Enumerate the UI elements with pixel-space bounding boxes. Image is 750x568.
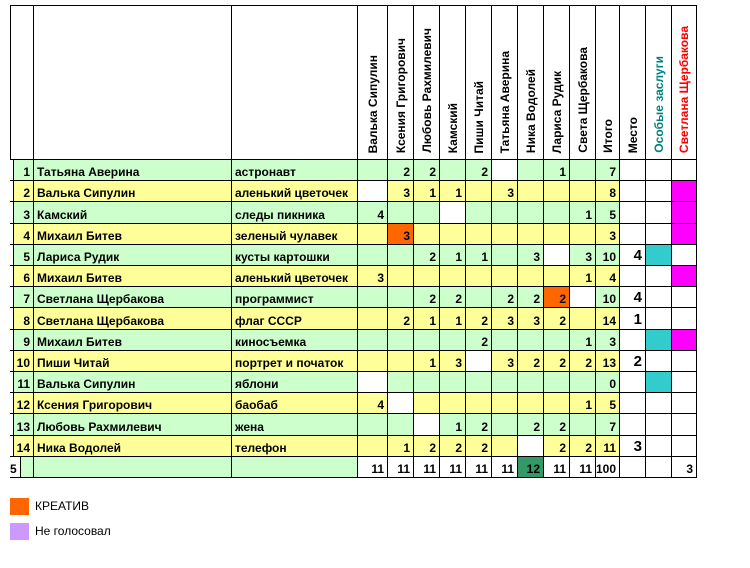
column-header-label: Света Щербакова xyxy=(575,47,590,153)
column-header-label: Светлана Щербакова xyxy=(677,25,691,153)
totals-cell: 11 xyxy=(440,457,466,478)
column-header xyxy=(388,5,414,160)
column-header-label xyxy=(10,71,11,153)
vote-cell xyxy=(388,372,414,393)
header-blank-number xyxy=(10,5,34,160)
totals-cell: 11 xyxy=(358,457,388,478)
vote-cell xyxy=(518,436,544,457)
column-header xyxy=(672,5,697,160)
vote-cell: 2 xyxy=(544,436,570,457)
vote-cell: 3 xyxy=(492,308,518,329)
extra-cell xyxy=(672,330,697,351)
vote-cell xyxy=(414,330,440,351)
vote-cell: 3 xyxy=(518,245,544,266)
vote-cell xyxy=(466,393,492,414)
extra-cell xyxy=(646,393,672,414)
vote-cell xyxy=(518,266,544,287)
title-cell: аленький цветочек xyxy=(232,266,358,287)
extra-cell xyxy=(672,266,697,287)
vote-cell: 1 xyxy=(440,414,466,435)
extra-cell xyxy=(672,202,697,223)
totals-cell: 11 xyxy=(492,457,518,478)
vote-cell: 3 xyxy=(518,308,544,329)
column-header xyxy=(414,5,440,160)
vote-cell: 2 xyxy=(544,351,570,372)
vote-cell xyxy=(492,202,518,223)
vote-cell xyxy=(492,436,518,457)
vote-cell: 2 xyxy=(544,414,570,435)
row-number: 13 xyxy=(10,414,34,435)
vote-cell xyxy=(544,245,570,266)
extra-cell xyxy=(672,245,697,266)
column-header xyxy=(596,5,620,160)
vote-cell: 2 xyxy=(414,287,440,308)
vote-cell: 2 xyxy=(466,436,492,457)
column-header-label: Итого xyxy=(600,119,615,153)
vote-cell: 2 xyxy=(440,436,466,457)
vote-cell xyxy=(440,202,466,223)
vote-cell xyxy=(388,330,414,351)
vote-cell xyxy=(414,224,440,245)
vote-cell xyxy=(570,372,596,393)
row-number: 3 xyxy=(10,202,34,223)
vote-cell xyxy=(518,224,544,245)
extra-cell xyxy=(10,245,14,266)
place-cell xyxy=(620,266,646,287)
extra-cell xyxy=(672,287,697,308)
extra-cell xyxy=(10,393,14,414)
total-cell: 7 xyxy=(596,160,620,181)
extra-cell xyxy=(646,181,672,202)
column-header-label: Татьяна Аверина xyxy=(497,50,512,153)
place-cell xyxy=(620,372,646,393)
extra-cell xyxy=(672,224,697,245)
extra-cell xyxy=(10,181,14,202)
vote-cell xyxy=(388,202,414,223)
vote-cell xyxy=(570,181,596,202)
row-number: 9 xyxy=(10,330,34,351)
extra-cell xyxy=(646,351,672,372)
vote-cell xyxy=(544,266,570,287)
extra-cell xyxy=(10,160,14,181)
vote-cell xyxy=(544,393,570,414)
total-cell: 10 xyxy=(596,245,620,266)
totals-cell: 11 xyxy=(388,457,414,478)
vote-cell xyxy=(492,393,518,414)
row-number: 6 xyxy=(10,266,34,287)
vote-cell xyxy=(358,330,388,351)
place-cell: 3 xyxy=(620,436,646,457)
column-header xyxy=(570,5,596,160)
row-number: 14 xyxy=(10,436,34,457)
totals-cell: 5 xyxy=(10,457,21,478)
total-cell: 13 xyxy=(596,351,620,372)
vote-cell: 1 xyxy=(440,181,466,202)
extra-cell xyxy=(10,436,14,457)
extra-cell xyxy=(672,436,697,457)
extra-cell xyxy=(646,160,672,181)
extra-cell xyxy=(646,245,672,266)
extra-cell xyxy=(10,351,14,372)
author-cell: Любовь Рахмилевич xyxy=(34,414,232,435)
title-cell: аленький цветочек xyxy=(232,181,358,202)
title-cell: телефон xyxy=(232,436,358,457)
vote-cell xyxy=(440,224,466,245)
vote-cell xyxy=(414,372,440,393)
extra-cell xyxy=(646,308,672,329)
column-header xyxy=(620,5,646,160)
vote-cell: 2 xyxy=(440,287,466,308)
row-number: 4 xyxy=(10,224,34,245)
vote-cell: 1 xyxy=(570,202,596,223)
title-cell: жена xyxy=(232,414,358,435)
extra-cell xyxy=(646,287,672,308)
vote-cell xyxy=(544,372,570,393)
total-cell: 5 xyxy=(596,202,620,223)
vote-cell xyxy=(414,202,440,223)
author-cell: Ксения Григорович xyxy=(34,393,232,414)
extra-cell xyxy=(646,436,672,457)
row-number: 12 xyxy=(10,393,34,414)
header-blank-title xyxy=(232,5,358,160)
vote-cell xyxy=(358,181,388,202)
place-cell: 2 xyxy=(620,351,646,372)
vote-cell xyxy=(414,414,440,435)
title-cell: яблони xyxy=(232,372,358,393)
row-number: 10 xyxy=(10,351,34,372)
column-header-label: Пиши Читай xyxy=(471,80,486,153)
place-cell xyxy=(620,330,646,351)
column-header xyxy=(492,5,518,160)
extra-cell xyxy=(10,330,14,351)
vote-cell: 2 xyxy=(544,287,570,308)
author-cell: Ника Водолей xyxy=(34,436,232,457)
place-cell: 1 xyxy=(620,308,646,329)
vote-cell: 3 xyxy=(492,181,518,202)
totals-cell: 11 xyxy=(414,457,440,478)
column-header-label: Камский xyxy=(445,102,460,153)
vote-table xyxy=(10,5,734,482)
totals-cell: 11 xyxy=(466,457,492,478)
row-number: 2 xyxy=(10,181,34,202)
vote-cell xyxy=(388,287,414,308)
vote-cell xyxy=(544,224,570,245)
author-cell: Татьяна Аверина xyxy=(34,160,232,181)
legend-item-creative xyxy=(10,497,89,515)
vote-cell: 2 xyxy=(414,160,440,181)
vote-cell xyxy=(492,372,518,393)
row-number: 11 xyxy=(10,372,34,393)
column-header-label: Особые заслуги xyxy=(651,56,666,153)
vote-cell xyxy=(492,160,518,181)
title-cell: флаг СССР xyxy=(232,308,358,329)
title-cell: портрет и початок xyxy=(232,351,358,372)
vote-cell: 4 xyxy=(358,202,388,223)
extra-cell xyxy=(646,330,672,351)
vote-cell xyxy=(492,266,518,287)
vote-cell: 2 xyxy=(570,351,596,372)
vote-cell: 4 xyxy=(358,393,388,414)
totals-cell xyxy=(646,457,672,478)
vote-cell xyxy=(570,160,596,181)
totals-cell: 100 xyxy=(596,457,620,478)
column-header xyxy=(440,5,466,160)
column-header xyxy=(10,5,11,160)
vote-cell xyxy=(440,330,466,351)
legend-swatch-not-voted xyxy=(10,523,29,540)
vote-cell xyxy=(358,160,388,181)
vote-cell xyxy=(518,202,544,223)
vote-cell xyxy=(492,224,518,245)
vote-cell xyxy=(440,266,466,287)
vote-cell: 1 xyxy=(570,266,596,287)
vote-cell xyxy=(544,202,570,223)
legend-label-not-voted: Не голосовал xyxy=(35,524,111,538)
vote-cell xyxy=(414,266,440,287)
total-cell: 3 xyxy=(596,330,620,351)
vote-cell xyxy=(440,393,466,414)
total-cell: 14 xyxy=(596,308,620,329)
extra-cell xyxy=(10,224,14,245)
vote-cell: 1 xyxy=(440,245,466,266)
place-cell xyxy=(620,160,646,181)
author-cell: Светлана Щербакова xyxy=(34,287,232,308)
vote-cell: 2 xyxy=(414,436,440,457)
extra-cell xyxy=(672,393,697,414)
vote-cell: 3 xyxy=(388,224,414,245)
title-cell: зеленый чулавек xyxy=(232,224,358,245)
extra-cell xyxy=(672,351,697,372)
vote-cell xyxy=(492,414,518,435)
vote-cell xyxy=(570,414,596,435)
author-cell: Лариса Рудик xyxy=(34,245,232,266)
legend-swatch-creative xyxy=(10,498,29,515)
vote-cell: 3 xyxy=(358,266,388,287)
vote-cell xyxy=(388,245,414,266)
extra-cell xyxy=(10,372,14,393)
vote-cell xyxy=(358,351,388,372)
author-cell: Михаил Битев xyxy=(34,330,232,351)
vote-cell: 1 xyxy=(466,245,492,266)
totals-blank xyxy=(34,457,232,478)
vote-cell xyxy=(518,393,544,414)
place-cell xyxy=(620,393,646,414)
extra-cell xyxy=(672,181,697,202)
vote-cell: 1 xyxy=(570,330,596,351)
vote-cell: 2 xyxy=(466,330,492,351)
extra-cell xyxy=(10,308,14,329)
vote-cell xyxy=(518,181,544,202)
vote-cell xyxy=(570,224,596,245)
column-header xyxy=(544,5,570,160)
vote-cell: 1 xyxy=(414,181,440,202)
vote-cell: 2 xyxy=(466,160,492,181)
vote-cell: 3 xyxy=(440,351,466,372)
legend-item-not-voted xyxy=(10,522,111,540)
column-header-label: Лариса Рудик xyxy=(549,70,564,153)
author-cell: Светлана Щербакова xyxy=(34,308,232,329)
vote-cell xyxy=(518,160,544,181)
vote-cell xyxy=(358,224,388,245)
row-number: 7 xyxy=(10,287,34,308)
vote-cell xyxy=(388,266,414,287)
vote-cell: 2 xyxy=(388,308,414,329)
vote-cell: 2 xyxy=(544,308,570,329)
vote-cell xyxy=(388,414,414,435)
extra-cell xyxy=(672,308,697,329)
vote-cell: 1 xyxy=(440,308,466,329)
place-cell: 4 xyxy=(620,245,646,266)
vote-cell xyxy=(518,330,544,351)
vote-cell xyxy=(388,393,414,414)
vote-cell xyxy=(544,181,570,202)
vote-cell xyxy=(440,372,466,393)
vote-cell xyxy=(466,287,492,308)
vote-cell: 1 xyxy=(414,351,440,372)
vote-cell xyxy=(492,245,518,266)
total-cell: 5 xyxy=(596,393,620,414)
extra-cell xyxy=(672,372,697,393)
extra-cell xyxy=(10,287,14,308)
vote-cell xyxy=(358,436,388,457)
vote-cell xyxy=(570,287,596,308)
vote-cell: 2 xyxy=(492,287,518,308)
vote-cell: 2 xyxy=(414,245,440,266)
column-header-label: Ксения Григорович xyxy=(393,37,408,153)
author-cell: Валька Сипулин xyxy=(34,181,232,202)
header-blank-author xyxy=(34,5,232,160)
vote-cell xyxy=(466,181,492,202)
total-cell: 3 xyxy=(596,224,620,245)
title-cell: киносъемка xyxy=(232,330,358,351)
legend-label-creative: КРЕАТИВ xyxy=(35,499,90,513)
vote-cell xyxy=(466,224,492,245)
extra-cell xyxy=(10,414,14,435)
place-cell xyxy=(620,181,646,202)
vote-cell xyxy=(358,245,388,266)
extra-cell xyxy=(646,202,672,223)
vote-cell: 1 xyxy=(414,308,440,329)
column-header xyxy=(518,5,544,160)
extra-cell xyxy=(646,224,672,245)
vote-cell: 2 xyxy=(518,414,544,435)
vote-cell: 2 xyxy=(518,351,544,372)
vote-cell xyxy=(466,266,492,287)
vote-cell xyxy=(570,308,596,329)
vote-cell xyxy=(544,330,570,351)
vote-cell xyxy=(466,372,492,393)
extra-cell xyxy=(672,160,697,181)
totals-cell: 11 xyxy=(544,457,570,478)
place-cell xyxy=(620,202,646,223)
vote-cell: 3 xyxy=(388,181,414,202)
extra-cell xyxy=(10,202,14,223)
title-cell: астронавт xyxy=(232,160,358,181)
row-number: 5 xyxy=(10,245,34,266)
extra-cell xyxy=(10,266,14,287)
place-cell xyxy=(620,224,646,245)
row-number: 1 xyxy=(10,160,34,181)
extra-cell xyxy=(646,372,672,393)
column-header-label: Ника Водолей xyxy=(523,68,538,153)
vote-cell: 2 xyxy=(570,436,596,457)
column-header xyxy=(646,5,672,160)
column-header-label: Любовь Рахмилевич xyxy=(419,28,434,153)
place-cell xyxy=(620,414,646,435)
totals-cell: 12 xyxy=(518,457,544,478)
total-cell: 7 xyxy=(596,414,620,435)
vote-cell xyxy=(388,351,414,372)
title-cell: баобаб xyxy=(232,393,358,414)
title-cell: программист xyxy=(232,287,358,308)
vote-cell xyxy=(358,414,388,435)
author-cell: Михаил Битев xyxy=(34,266,232,287)
vote-cell: 3 xyxy=(570,245,596,266)
vote-cell xyxy=(358,308,388,329)
vote-cell xyxy=(358,372,388,393)
total-cell: 0 xyxy=(596,372,620,393)
vote-cell xyxy=(466,202,492,223)
total-cell: 11 xyxy=(596,436,620,457)
totals-blank xyxy=(232,457,358,478)
vote-cell xyxy=(440,160,466,181)
column-header xyxy=(466,5,492,160)
vote-cell: 2 xyxy=(518,287,544,308)
column-header xyxy=(358,5,388,160)
total-cell: 4 xyxy=(596,266,620,287)
vote-cell xyxy=(466,351,492,372)
vote-cell: 1 xyxy=(544,160,570,181)
totals-cell: 11 xyxy=(570,457,596,478)
title-cell: кусты картошки xyxy=(232,245,358,266)
row-number: 8 xyxy=(10,308,34,329)
place-cell: 4 xyxy=(620,287,646,308)
extra-cell xyxy=(672,414,697,435)
column-header-label: Валька Сипулин xyxy=(365,54,380,153)
author-cell: Пиши Читай xyxy=(34,351,232,372)
extra-cell xyxy=(646,414,672,435)
vote-cell: 3 xyxy=(492,351,518,372)
vote-cell: 2 xyxy=(466,308,492,329)
totals-cell: 3 xyxy=(672,457,697,478)
vote-cell: 2 xyxy=(388,160,414,181)
vote-cell: 1 xyxy=(388,436,414,457)
vote-cell: 2 xyxy=(466,414,492,435)
extra-cell xyxy=(646,266,672,287)
column-header-label: Место xyxy=(625,116,640,153)
vote-cell xyxy=(358,287,388,308)
vote-cell xyxy=(414,393,440,414)
total-cell: 10 xyxy=(596,287,620,308)
totals-cell xyxy=(620,457,646,478)
vote-cell xyxy=(518,372,544,393)
vote-cell: 1 xyxy=(570,393,596,414)
author-cell: Валька Сипулин xyxy=(34,372,232,393)
vote-cell xyxy=(492,330,518,351)
author-cell: Камский xyxy=(34,202,232,223)
total-cell: 8 xyxy=(596,181,620,202)
title-cell: следы пикника xyxy=(232,202,358,223)
author-cell: Михаил Битев xyxy=(34,224,232,245)
